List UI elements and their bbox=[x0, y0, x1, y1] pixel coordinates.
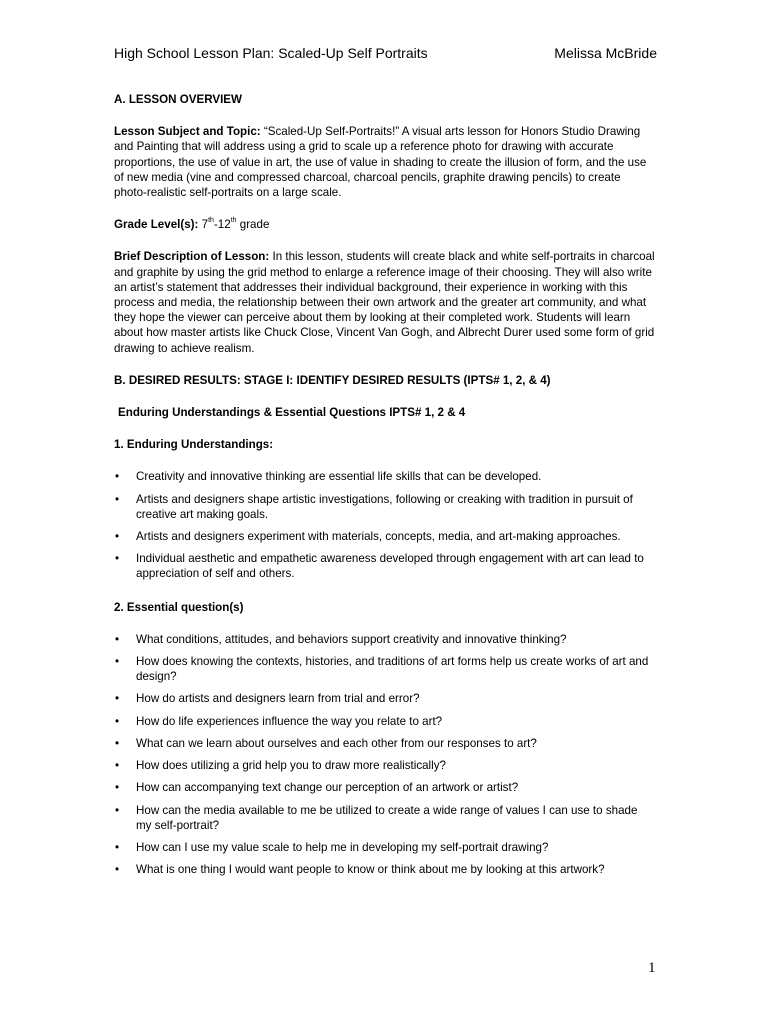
enduring-essential-subheading: Enduring Understandings & Essential Questions IPTS# 1, 2 & 4 bbox=[118, 406, 466, 420]
brief-description-text: In this lesson, students will create black and white self-portraits in charcoal and graphite by using the grid method to enlarge a reference image of their choosing. They will also write an artist’s statement that addresses their individual background, their experience in working with this process and media, the relationship between their own artwork and the greater art community, and what they hope the viewer can perceive about them by looking at their completed work. Students will learn about how master artists like Chuck Close, Vincent Van Gogh, and Albrecht Durer used some form of grid drawing to achieve realism. bbox=[114, 250, 655, 355]
grade-start-sup: th bbox=[208, 217, 214, 225]
page-number: 1 bbox=[648, 960, 656, 976]
grade-level-label: Grade Level(s): bbox=[114, 218, 199, 232]
list-item: • How can accompanying text change our perception of an artwork or artist? bbox=[114, 780, 656, 795]
lesson-subject-paragraph bbox=[114, 124, 656, 200]
list-item: • How do artists and designers learn from trial and error? bbox=[114, 691, 656, 706]
list-item: • How do life experiences influence the way you relate to art? bbox=[114, 714, 656, 729]
grade-start: 7 bbox=[198, 218, 209, 232]
lesson-subject-text: “Scaled-Up Self-Portraits!” A visual arts lesson for Honors Studio Drawing and Painting that will address using a grid to scale up a reference photo for drawing with accurate proportions, the use of value in art, the use of value in shading to create the illusion of form, and the use of new media (vine and compressed charcoal, charcoal pencils, graphite drawing pencils) to create photo-realistic self-portraits on a large scale. bbox=[114, 125, 647, 200]
brief-description-paragraph bbox=[114, 249, 656, 355]
list-item: • Artists and designers shape artistic investigations, following or creaking with tradition in pursuit of creative art making goals. bbox=[114, 492, 656, 522]
list-item: • Creativity and innovative thinking are essential life skills that can be developed. bbox=[114, 469, 656, 484]
list-item: • How can the media available to me be utilized to create a wide range of values I can use to shade my self-portrait? bbox=[114, 803, 656, 833]
questions-list bbox=[114, 632, 656, 877]
document-title: High School Lesson Plan: Scaled-Up Self Portraits bbox=[114, 45, 428, 61]
grade-suffix: grade bbox=[236, 218, 270, 232]
list-item: • What conditions, attitudes, and behaviors support creativity and innovative thinking? bbox=[114, 632, 656, 647]
enduring-understandings-heading: 1. Enduring Understandings: bbox=[114, 438, 274, 452]
list-item: • Individual aesthetic and empathetic awareness developed through engagement with art can lead to appreciation of self and others. bbox=[114, 551, 656, 581]
list-item: • How can I use my value scale to help me in developing my self-portrait drawing? bbox=[114, 840, 656, 855]
brief-description-label: Brief Description of Lesson: bbox=[114, 250, 270, 264]
author-name: Melissa McBride bbox=[554, 45, 657, 61]
essential-questions-heading: 2. Essential question(s) bbox=[114, 600, 244, 614]
page-header bbox=[114, 45, 657, 61]
list-item: • Artists and designers experiment with materials, concepts, media, and art-making approaches. bbox=[114, 529, 656, 544]
list-item: • How does utilizing a grid help you to draw more realistically? bbox=[114, 758, 656, 773]
section-a-heading: A. LESSON OVERVIEW bbox=[114, 93, 242, 106]
grade-end-sup: th bbox=[230, 217, 237, 225]
section-b-heading: B. DESIRED RESULTS: STAGE I: IDENTIFY DESIRED RESULTS (IPTS# 1, 2, & 4) bbox=[114, 373, 551, 387]
lesson-subject-label: Lesson Subject and Topic: bbox=[114, 125, 261, 139]
grade-mid: -12 bbox=[213, 218, 231, 232]
list-item: • What can we learn about ourselves and each other from our responses to art? bbox=[114, 736, 656, 751]
list-item: • What is one thing I would want people to know or think about me by looking at this artwork? bbox=[114, 862, 656, 877]
document-body bbox=[114, 92, 656, 895]
grade-level-paragraph bbox=[114, 217, 656, 232]
list-item: • How does knowing the contexts, histories, and traditions of art forms help us create works of art and design? bbox=[114, 654, 656, 684]
understandings-list bbox=[114, 469, 656, 581]
